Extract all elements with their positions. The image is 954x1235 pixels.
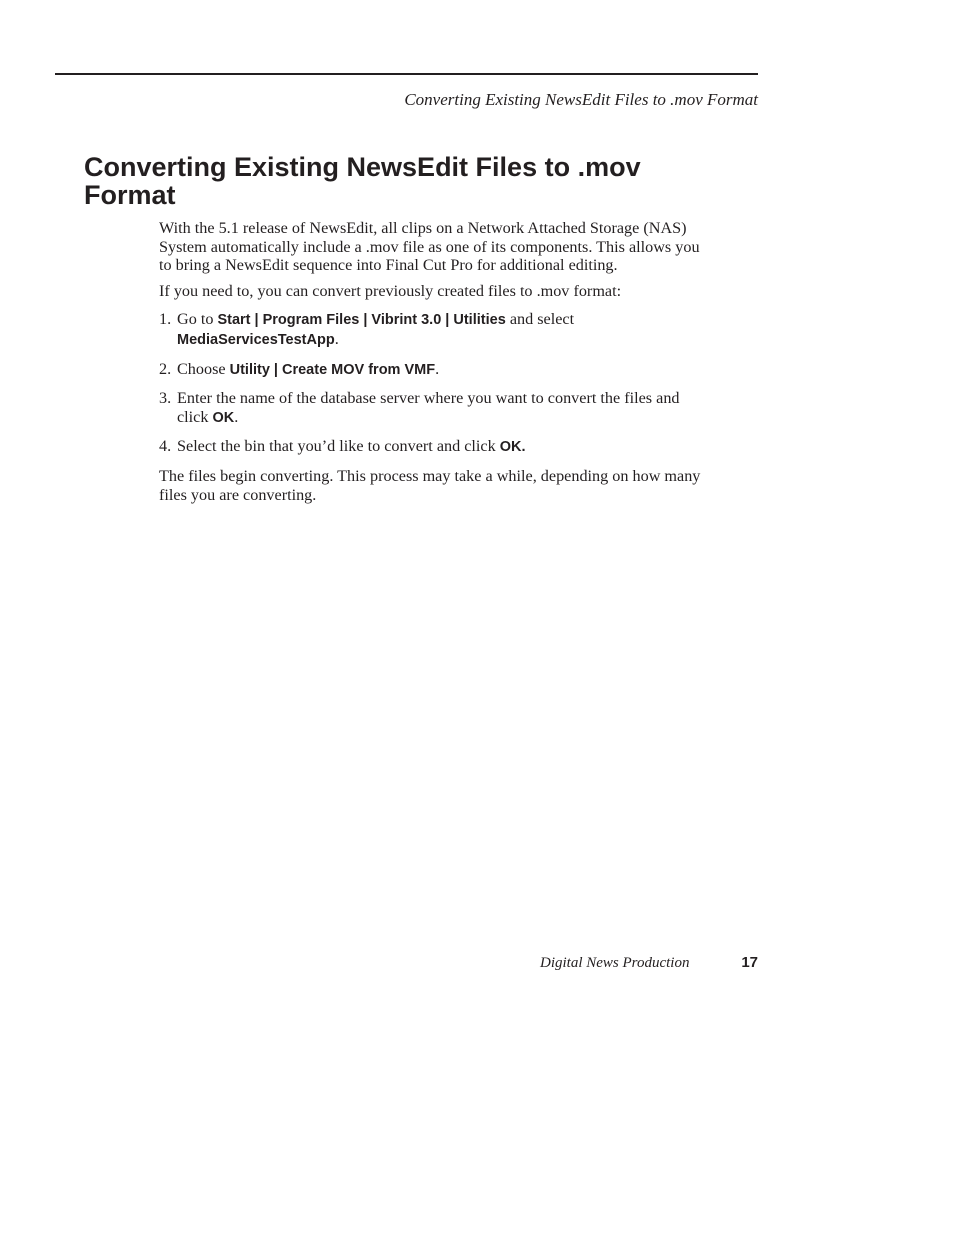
step-text: . [234, 407, 239, 426]
step-item [159, 310, 704, 349]
step-text: . [435, 359, 440, 378]
step-text: Enter the name of the database server where you want to convert the files and click [177, 389, 680, 426]
step-item [159, 389, 704, 427]
intro-paragraph: With the 5.1 release of NewsEdit, all clips on a Network Attached Storage (NAS) System automatically include a .mov file as one of its components. This allows you to bring a NewsEdit sequence into Final Cut Pro for additional editing. [159, 219, 700, 275]
page-title: Converting Existing NewsEdit Files to .mov Format [84, 152, 641, 210]
step-item [159, 437, 704, 457]
closing-paragraph: The files begin converting. This process may take a while, depending on how many files you are converting. [159, 466, 701, 504]
ok-label: OK. [499, 439, 526, 456]
body-text [159, 219, 704, 504]
footer-book-title: Digital News Production [540, 955, 690, 971]
step-number: 1. [159, 310, 172, 329]
menu-path: Utility | Create MOV from VMF [229, 361, 436, 378]
step-text: . [334, 329, 339, 348]
menu-path: Start | Program Files | Vibrint 3.0 | Utilities [217, 312, 506, 329]
step-number: 3. [159, 389, 172, 408]
running-head: Converting Existing NewsEdit Files to .mov Format [404, 90, 758, 109]
step-item [159, 360, 704, 380]
step-number: 4. [159, 437, 172, 456]
step-text: Select the bin that you’d like to convert and click [177, 437, 500, 456]
intro-paragraph: If you need to, you can convert previously created files to .mov format: [159, 281, 622, 300]
step-number: 2. [159, 359, 172, 378]
page-number: 17 [741, 954, 758, 971]
step-text: Go to [177, 310, 218, 329]
ok-label: OK [212, 409, 235, 426]
header-rule [55, 73, 758, 75]
step-text: and select [505, 310, 575, 329]
app-name: MediaServicesTestApp [177, 331, 335, 348]
steps-list [159, 310, 704, 457]
step-text: Choose [177, 359, 230, 378]
